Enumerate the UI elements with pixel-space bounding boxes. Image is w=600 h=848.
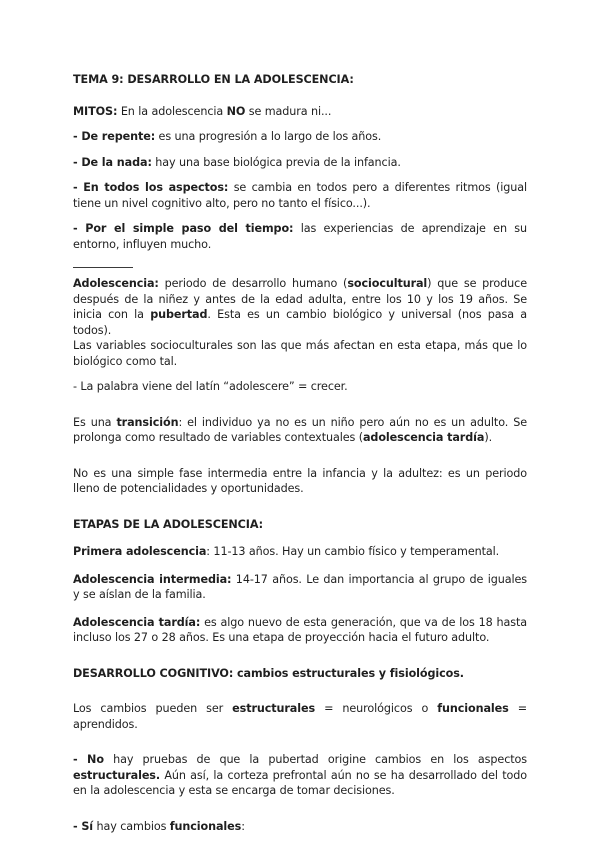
etapa-label: Adolescencia tardía: [73,615,201,629]
mito-item [73,221,527,252]
definition-term: Adolescencia: [73,277,159,290]
etapa-item [73,615,527,646]
no-text: Aún así, la corteza prefrontal aún no se ha desarrollado del todo en la adolescencia y esta se encarga de tomar decisiones. [73,768,527,797]
mito-item [73,129,527,145]
definition-bold: pubertad [150,308,208,321]
adolescencia-definition [73,276,527,338]
etapa-label: Adolescencia intermedia: [73,572,232,586]
transicion-paragraph [73,415,527,446]
definition-text: ) que se produce después de la niñez y antes de la edad adulta, entre los 10 y los 19 años. Se inicia con la [73,277,527,321]
fase-paragraph: No es una simple fase intermedia entre la infancia y la adultez: es un periodo lleno de potencialidades y oportunidades. [73,466,527,495]
transicion-bold: adolescencia tardía [362,431,485,444]
page-title: TEMA 9: DESARROLLO EN LA ADOLESCENCIA: [73,73,354,86]
no-text: hay pruebas de que la pubertad origine cambios en los aspectos [103,753,528,766]
cambios-paragraph [73,701,527,732]
separator-line [73,267,133,268]
cognitivo-heading: DESARROLLO COGNITIVO: cambios estructurales y fisiológicos. [73,666,464,680]
transicion-bold: transición [116,415,179,429]
no-label: - No [73,753,104,766]
etapas-heading: ETAPAS DE LA ADOLESCENCIA: [73,517,263,531]
transicion-text: Es una [73,415,117,429]
mitos-text-b: se madura ni... [245,104,332,118]
cambios-text: = aprendidos. [73,702,527,731]
mito-text: se cambia en todos pero a diferentes ritmos (igual tiene un nivel cognitivo alto, pero no tanto el físico...). [73,181,527,210]
mito-text: hay una base biológica previa de la infancia. [151,155,401,169]
no-cambios-paragraph [73,752,527,799]
transicion-text: ). [484,431,493,444]
mito-label: - De repente: [73,130,156,143]
mito-item [73,180,527,211]
cambios-text: Los cambios pueden ser [73,702,233,715]
si-text: hay cambios [93,819,170,833]
mitos-label: MITOS: [73,104,118,118]
si-cambios-paragraph [73,819,527,835]
etapa-text: es algo nuevo de esta generación, que va de los 18 hasta incluso los 27 o 28 años. Es una etapa de proyección hacia el futuro adulto. [73,615,527,644]
etapa-text: 14-17 años. Le dan importancia al grupo de iguales y se aíslan de la familia. [73,572,527,601]
transicion-text: : el individuo ya no es un niño pero aún no es un adulto. Se prolonga como resultado de variables contextuales ( [73,415,527,444]
mito-text: las experiencias de aprendizaje en su entorno, influyen mucho. [73,222,527,251]
mitos-text-a: En la adolescencia [117,104,227,118]
etapa-item [73,544,527,560]
etapa-text: : 11-13 años. Hay un cambio físico y temperamental. [206,545,500,558]
definition-bold: sociocultural [347,277,428,290]
cambios-bold: funcionales [437,702,509,715]
etapa-item [73,572,527,603]
si-label: - Sí [73,819,94,833]
variables-paragraph: Las variables socioculturales son las que más afectan en esta etapa, más que lo biológico como tal. [73,339,527,368]
mito-text: es una progresión a lo largo de los años. [155,130,382,143]
definition-text: . Esta es un cambio biológico y universal (nos pasa a todos). [73,308,527,337]
etapa-label: Primera adolescencia [73,545,207,558]
definition-text: periodo de desarrollo humano ( [158,277,348,290]
mito-label: - Por el simple paso del tiempo: [73,222,294,235]
latin-note: - La palabra viene del latín “adolescere” = crecer. [73,380,348,393]
cambios-text: = neurológicos o [315,702,438,715]
si-bold: funcionales [169,819,242,833]
mito-label: - En todos los aspectos: [73,181,229,194]
mito-item [73,155,527,171]
no-bold: estructurales. [73,768,161,782]
cambios-bold: estructurales [232,702,316,715]
mito-label: - De la nada: [73,155,152,169]
mitos-intro [73,104,527,120]
si-text: : [241,819,245,833]
mitos-no: NO [226,104,246,118]
